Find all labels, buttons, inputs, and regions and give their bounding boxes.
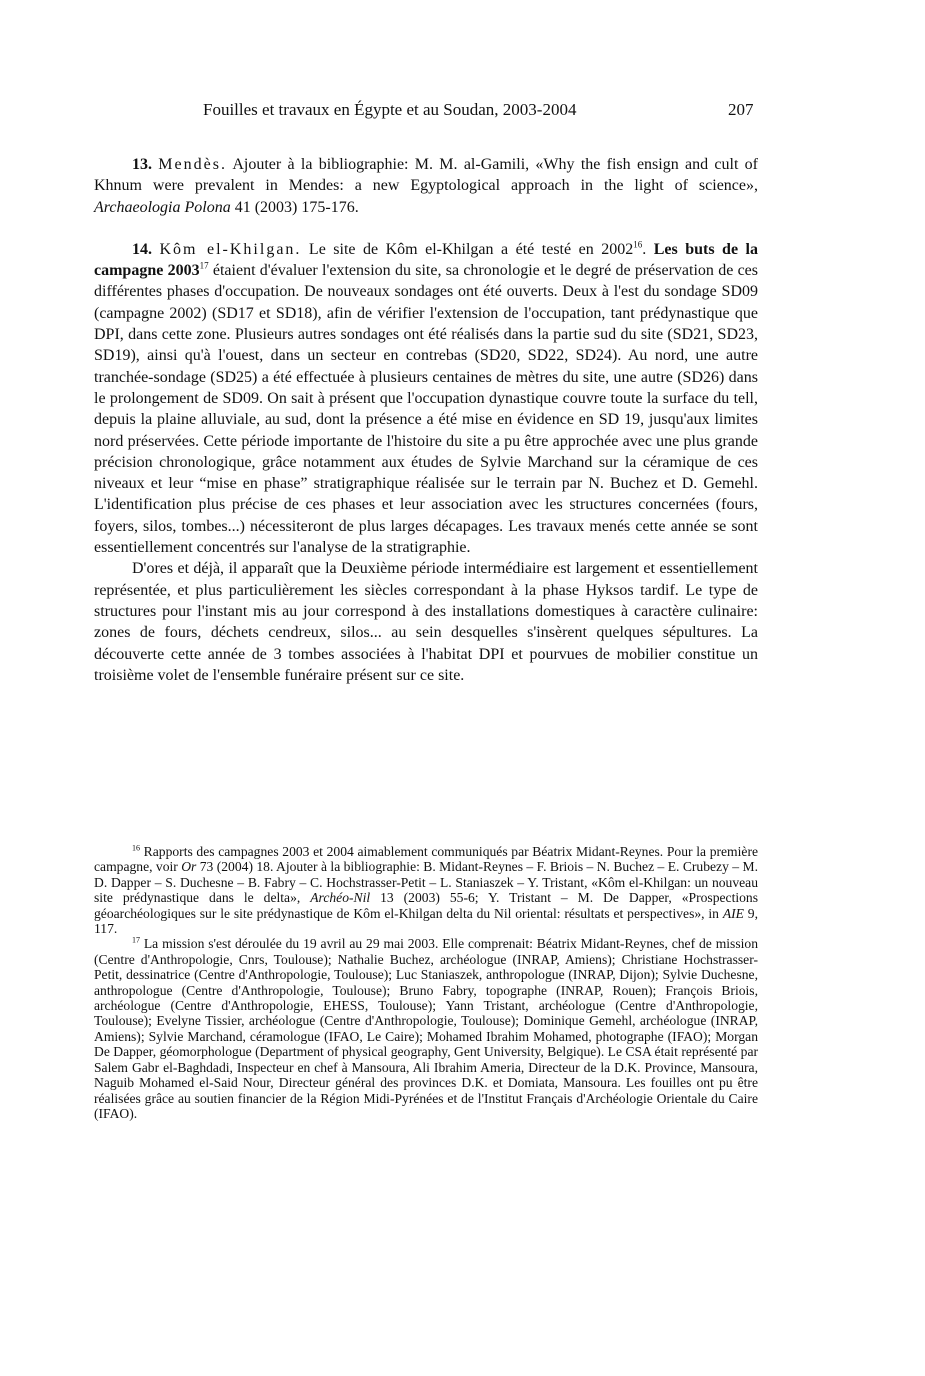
- section-13-number: 13.: [132, 156, 152, 173]
- footnote-16-journal-archeonil: Archéo-Nil: [310, 890, 371, 906]
- footnote-17-text: La mission s'est déroulée du 19 avril au 29 mai 2003. Elle comprenait: Béatrix Midant-Reynes, chef de mission (Centre d'Anthropologie, Cnrs, Toulouse); Nathalie Buchez, archéologue (INRAP, Amiens); Christiane Hochstrasser-Petit, dessinatrice (Centre d'Anthropologie, Toulouse); Luc Staniaszek, anthropologue (INRAP, Dijon); Sylvie Duchesne, anthropologue (Centre d'Anthropologie, Toulouse); Bruno Fabry, topographe (INRAP, Rouen); François Briois, archéologue (Centre d'Anthropologie, EHESS, Toulouse); Yann Tristant, archéologue (Centre d'Anthropologie, Toulouse); Evelyne Tissier, archéologue (Centre d'Anthropologie, Toulouse); Dominique Gemehl, archéologue (INRAP, Amiens); Sylvie Marchand, céramologue (IFAO, Le Caire); Mohamed Ibrahim Mohamed, photographe (IFAO); Morgan De Dapper, géomorphologue (Department of physical geography, Gent University, Belgique). Le CSA était représenté par Salem Gabr el-Baghdadi, Inspecteur en chef à Mansoura, Ali Ibrahim Ameria, Directeur de la D.K. Province, Mansoura, Naguib Mohamed el-Said Nour, Directeur général des provinces D.K. et Domiata, Mansoura. Les fouilles ont pu être réalisées grâce au soutien financier de la Région Midi-Pyrénées et de l'Institut Français d'Archéologie Orientale du Caire (IFAO).: [94, 936, 758, 1121]
- footnote-16-text-a: Rapports des campagnes 2003 et 2004 aimablement communiqués par Béatrix Midant-Reynes. Pour la première campagne, voir: [94, 844, 758, 875]
- main-text: [94, 154, 758, 686]
- section-13-journal: Archaeologia Polona: [94, 198, 231, 216]
- footnote-16-journal-aie: AIE: [722, 905, 744, 921]
- running-title: Fouilles et travaux en Égypte et au Soudan, 2003-2004: [203, 100, 577, 119]
- section-14-paragraph-2: D'ores et déjà, il apparaît que la Deuxième période intermédiaire est largement et essentiellement représentée, et plus particulièrement les siècles correspondant à la phase Hyksos tardif. Le type de structures pour l'instant mis au jour correspond à des installations domestiques à caractère culinaire: zones de fours, déchets cendreux, silos... au sein desquelles s'insèrent quelques sépultures. La découverte cette année de 3 tombes associées à l'habitat DPI et pourvues de mobilier constitue un troisième volet de l'ensemble funéraire présent sur ce site.: [94, 560, 758, 684]
- footnote-16-text-d: 9, 117.: [94, 905, 758, 937]
- section-13: [94, 154, 758, 218]
- footnote-17-mark: 17: [132, 935, 140, 945]
- section-14-number: 14.: [132, 240, 152, 258]
- footnote-16-mark: 16: [132, 843, 140, 853]
- footnote-ref-16[interactable]: 16: [633, 239, 643, 250]
- section-14-p1-b: .: [642, 240, 654, 258]
- footnote-16-journal-or: Or: [181, 859, 197, 875]
- section-14-bold-phrase: Les buts de la campagne 2003: [94, 240, 758, 280]
- section-14: [94, 239, 758, 686]
- footnotes: [94, 844, 758, 1121]
- footnote-ref-17[interactable]: 17: [199, 260, 209, 271]
- footnote-16-text-b: 73 (2004) 18. Ajouter à la bibliographie: B. Midant-Reynes – F. Briois – N. Buchez – E. Crubezy – M. D. Dapper – S. Duchesne – B. Fabry – C. Hochstrasser-Petit – L. Staniaszek – Y. Tristant, «Kôm el-Khilgan: un nouveau site prédynastique dans le delta»,: [94, 859, 758, 906]
- footnote-17: [94, 936, 758, 1121]
- section-13-text-b: 41 (2003) 175-176.: [230, 198, 359, 216]
- footnote-16-text-c: 13 (2003) 55-6; Y. Tristant – M. De Dapper, «Prospections géoarchéologiques sur le site prédynastique de Kôm el-Khilgan delta du Nil oriental: résultats et perspectives», in: [94, 890, 759, 921]
- section-13-site: Mendès.: [158, 156, 227, 173]
- footnote-16: [94, 844, 758, 936]
- section-14-paragraph-1: [94, 239, 758, 558]
- section-13-text-a: Ajouter à la bibliographie: M. M. al-Gamili, «Why the fish ensign and cult of Khnum were prevalent in Mendes: a new Egyptological approach in the light of science»,: [94, 156, 759, 195]
- section-14-p1-a: Le site de Kôm el-Khilgan a été testé en 2002: [301, 240, 634, 258]
- section-14-site: Kôm el-Khilgan.: [159, 240, 302, 258]
- section-14-p1-c: étaient d'évaluer l'extension du site, sa chronologie et le degré de préservation de ces différentes phases d'occupation. De nouveaux sondages ont été ouverts. Deux à l'est du sondage SD09 (campagne 2002) (SD17 et SD18), afin de vérifier l'extension de l'occupation, tant prédynastique que DPI, dans cette zone. Plusieurs autres sondages ont été réalisés dans la partie sud du site (SD21, SD23, SD19), ainsi qu'à l'ouest, dans un secteur en contrebas (SD20, SD22, SD24). Au nord, une autre tranchée-sondage (SD25) a été effectuée à plusieurs centaines de mètres du site, une autre (SD26) dans le prolongement de SD09. On sait à présent que l'occupation dynastique couvre toute la surface du tell, depuis la plaine alluviale, au sud, dont la présence a été mise en évidence en SD 19, jusqu'aux limites nord préservées. Cette période importante de l'histoire du site a pu être approchée avec une plus grande précision chronologique, grâce notamment aux études de Sylvie Marchand sur la céramique de ces niveaux et leur “mise en phase” stratigraphique réalisée sur le terrain par N. Buchez et D. Gemehl. L'identification plus précise de ces phases et leur association avec les structures concernées (fours, foyers, silos, tombes...) nécessiteront de plus larges décapages. Les travaux menés cette année se sont essentiellement concentrés sur l'analyse de la stratigraphie.: [94, 262, 758, 557]
- section-13-paragraph: [94, 154, 758, 218]
- page-number: 207: [728, 100, 754, 119]
